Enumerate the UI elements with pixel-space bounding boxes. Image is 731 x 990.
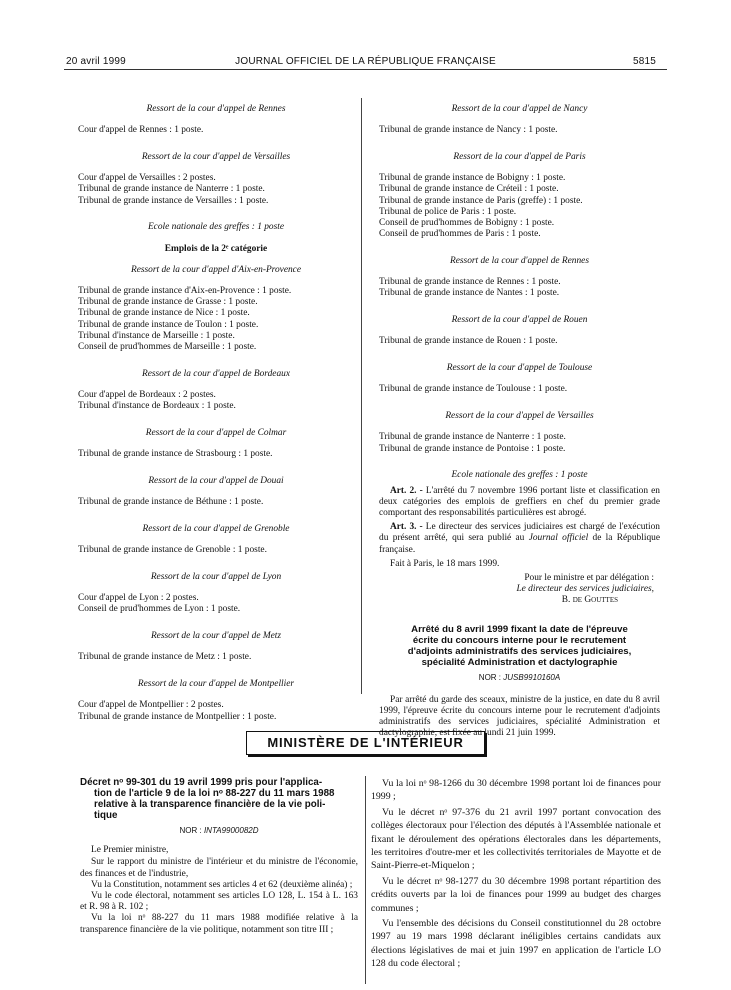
- post-line: Cour d'appel de Versailles : 2 postes.: [78, 173, 216, 184]
- post-line: Conseil de prud'hommes de Paris : 1 poste.: [379, 229, 541, 240]
- post-line: Tribunal de grande instance de Nantes : 1 poste.: [379, 288, 560, 299]
- post-line: Tribunal de grande instance de Metz : 1 poste.: [78, 652, 252, 663]
- post-line: Conseil de prud'hommes de Marseille : 1 poste.: [78, 342, 257, 353]
- article-text: L'arrêté du 7 novembre 1996 portant liste et classification en deux catégories des emplois de greffiers en chef du premier grade comportant des responsabilités particulières est abrogé.: [379, 485, 660, 519]
- post-line: Tribunal de grande instance de Rennes : 1 poste.: [379, 277, 561, 288]
- post-line: Tribunal de grande instance d'Aix-en-Provence : 1 poste.: [78, 286, 292, 297]
- post-line: Tribunal de grande instance de Bobigny : 1 poste.: [379, 173, 566, 184]
- section-heading: Ressort de la cour d'appel de Lyon: [150, 572, 282, 583]
- decree-paragraph: Vu la loi nᵒ 98-1266 du 30 décembre 1998 portant loi de finances pour 1999 ;: [371, 778, 661, 803]
- post-line: Cour d'appel de Montpellier : 2 postes.: [78, 700, 224, 711]
- post-line: Cour d'appel de Rennes : 1 poste.: [78, 125, 204, 136]
- post-line: Tribunal d'instance de Marseille : 1 poste.: [78, 330, 235, 341]
- decree-paragraph: Le Premier ministre,: [91, 845, 169, 856]
- signature-line: Pour le ministre et par délégation :: [524, 573, 654, 584]
- section-heading: Ressort de la cour d'appel de Colmar: [145, 428, 287, 439]
- section-heading: Ressort de la cour d'appel de Rennes: [450, 256, 589, 267]
- article-label: Art. 3. -: [390, 522, 423, 533]
- signature-name: B. de Gouttes: [561, 595, 618, 606]
- section-douai: [78, 476, 354, 508]
- decree-right-column: [371, 777, 661, 971]
- section-versailles-right: [379, 411, 660, 455]
- post-line: Conseil de prud'hommes de Lyon : 1 poste.: [78, 604, 241, 615]
- post-line: Tribunal de grande instance de Grasse : 1 poste.: [78, 297, 258, 308]
- article-text: Le directeur des services judiciaires est chargé de l'exécution du présent arrêté, qui sera publié au: [379, 522, 660, 544]
- post-line: Tribunal de grande instance de Nice : 1 poste.: [78, 308, 250, 319]
- post-line: Tribunal de grande instance de Nanterre : 1 poste.: [78, 184, 265, 195]
- post-line: Tribunal de grande instance de Paris (greffe) : 1 poste.: [379, 195, 583, 206]
- post-line: Tribunal de grande instance de Nanterre : 1 poste.: [379, 432, 566, 443]
- section-bordeaux: [78, 369, 354, 413]
- arrete-body: Par arrêté du garde des sceaux, ministre de la justice, en date du 8 avril 1999, l'épreuve écrite du concours interne pour le recrutement d'adjoints administratifs des services judiciaires, spécialité Administration et dactylographie, est fixée au lundi 21 juin 1999.: [379, 694, 660, 739]
- nor-reference: NOR : JUSB9910160A: [478, 672, 561, 682]
- left-column: [78, 104, 354, 738]
- section-rouen: [379, 315, 660, 347]
- section-rennes-right: [379, 256, 660, 300]
- post-line: Tribunal de grande instance de Toulon : 1 poste.: [78, 319, 259, 330]
- post-line: Tribunal de grande instance de Créteil : 1 poste.: [379, 184, 559, 195]
- section-heading: Ressort de la cour d'appel de Versailles: [445, 411, 594, 422]
- decree-paragraph: Vu la Constitution, notamment ses articles 4 et 62 (deuxième alinéa) ;: [91, 879, 353, 890]
- decree-left-column: [80, 777, 358, 936]
- post-line: Tribunal de grande instance de Versailles : 1 poste.: [78, 195, 269, 206]
- post-line: Tribunal de grande instance de Nancy : 1 poste.: [379, 125, 558, 136]
- section-heading: Ressort de la cour d'appel de Grenoble: [142, 524, 290, 535]
- section-heading: Ressort de la cour d'appel de Douai: [148, 476, 284, 487]
- article-3: [379, 522, 660, 556]
- section-metz: [78, 631, 354, 663]
- article-text: de la République française.: [379, 533, 660, 555]
- post-line: Tribunal de grande instance de Pontoise : 1 poste.: [379, 443, 566, 454]
- section-montpellier: [78, 679, 354, 723]
- decree-paragraph: Vu le décret nᵒ 98-1277 du 30 décembre 1998 portant répartition des crédits ouverts par la loi de finances pour 1999 au budget des charges communes ;: [371, 875, 661, 914]
- column-divider: [365, 776, 366, 984]
- post-line: Tribunal de grande instance de Toulouse : 1 poste.: [379, 384, 568, 395]
- article-label: Art. 2. -: [390, 485, 423, 496]
- signature-title: Le directeur des services judiciaires,: [516, 584, 654, 595]
- post-line: Tribunal de grande instance de Béthune : 1 poste.: [78, 497, 264, 508]
- section-heading: Ressort de la cour d'appel de Metz: [150, 631, 282, 642]
- post-line: Tribunal de grande instance de Rouen : 1 poste.: [379, 336, 558, 347]
- journal-title: JOURNAL OFFICIEL DE LA RÉPUBLIQUE FRANÇAISE: [235, 56, 496, 67]
- post-line: Conseil de prud'hommes de Bobigny : 1 poste.: [379, 218, 555, 229]
- section-rennes: [78, 104, 354, 136]
- header-rule: [64, 69, 667, 70]
- decree-title: Décret nᵒ 99-301 du 19 avril 1999 pris pour l'applica- tion de l'article 9 de la loi nᵒ 88-227 du 11 mars 1988 relative à la transparence financière de la vie poli- tique: [80, 777, 335, 821]
- section-heading: Ressort de la cour d'appel de Toulouse: [446, 363, 593, 374]
- section-colmar: [78, 428, 354, 460]
- post-line: Tribunal de police de Paris : 1 poste.: [379, 206, 517, 217]
- section-heading: Ressort de la cour d'appel de Nancy: [451, 104, 588, 114]
- section-grenoble: [78, 524, 354, 556]
- section-toulouse: [379, 363, 660, 395]
- post-line: Tribunal de grande instance de Montpellier : 1 poste.: [78, 711, 277, 722]
- section-heading: Ressort de la cour d'appel de Rouen: [451, 315, 588, 326]
- post-line: Cour d'appel de Bordeaux : 2 postes.: [78, 390, 216, 401]
- nor-reference: NOR : INTA9900082D: [179, 826, 259, 835]
- decree-paragraph: Sur le rapport du ministre de l'intérieur et du ministre de l'économie, des finances et de l'industrie,: [80, 857, 358, 879]
- right-column: [379, 104, 660, 740]
- post-line: Tribunal d'instance de Bordeaux : 1 poste.: [78, 401, 236, 412]
- section-heading: Ressort de la cour d'appel de Bordeaux: [142, 368, 290, 379]
- arrete-title: Arrêté du 8 avril 1999 fixant la date de l'épreuve écrite du concours interne pour le recrutement d'adjoints administratifs des services judiciaires, spécialité Administration et dactylographie: [407, 623, 632, 668]
- section-nancy: [379, 104, 660, 136]
- fait-line: Fait à Paris, le 18 mars 1999.: [390, 558, 500, 569]
- ecole-heading: Ecole nationale des greffes : 1 poste: [147, 222, 285, 233]
- ministry-banner: MINISTÈRE DE L'INTÉRIEUR: [246, 731, 485, 755]
- decree-paragraph: Vu le décret nᵒ 97-376 du 21 avril 1997 portant convocation des collèges électoraux pour l'élection des députés à l'Assemblée nationale et fixant le déroulement des opérations électorales dans les départements, les territoires d'outre-mer et les collectivités territoriales de Mayotte et de Saint-Pierre-et-Miquelon ;: [371, 806, 661, 872]
- post-line: Cour d'appel de Lyon : 2 postes.: [78, 593, 199, 604]
- ecole-heading: Ecole nationale des greffes : 1 poste: [451, 470, 588, 481]
- section-lyon: [78, 572, 354, 616]
- section-aix: [78, 265, 354, 353]
- header-date: 20 avril 1999: [66, 56, 126, 67]
- journal-reference: Journal officiel: [528, 533, 589, 544]
- category-heading: Emplois de la 2ᵉ catégorie: [164, 243, 268, 254]
- section-versailles: [78, 152, 354, 207]
- section-heading: Ressort de la cour d'appel de Montpellier: [137, 679, 295, 690]
- decree-paragraph: Vu le code électoral, notamment ses articles LO 128, L. 154 à L. 163 et R. 98 à R. 102 ;: [80, 891, 358, 913]
- section-heading: Ressort de la cour d'appel de Versailles: [141, 152, 291, 162]
- column-divider: [361, 98, 362, 694]
- section-paris: [379, 152, 660, 240]
- decree-paragraph: Vu l'ensemble des décisions du Conseil constitutionnel du 28 octobre 1997 au 19 mars 1998 déclarant inéligibles certains candidats aux élections législatives de mai et juin 1997 en application de l'article LO 128 du code électoral ;: [371, 918, 661, 970]
- section-heading: Ressort de la cour d'appel de Paris: [453, 152, 586, 162]
- article-2: [379, 486, 660, 520]
- section-heading: Ressort de la cour d'appel d'Aix-en-Provence: [130, 264, 301, 275]
- signature-block: [379, 573, 660, 607]
- decree-paragraph: Vu la loi nᵒ 88-227 du 11 mars 1988 modifiée relative à la transparence financière de la vie politique, notamment son titre III ;: [80, 913, 358, 935]
- page-number: 5815: [633, 56, 657, 67]
- post-line: Tribunal de grande instance de Grenoble : 1 poste.: [78, 545, 267, 556]
- post-line: Tribunal de grande instance de Strasbourg : 1 poste.: [78, 449, 273, 460]
- section-heading: Ressort de la cour d'appel de Rennes: [146, 104, 286, 114]
